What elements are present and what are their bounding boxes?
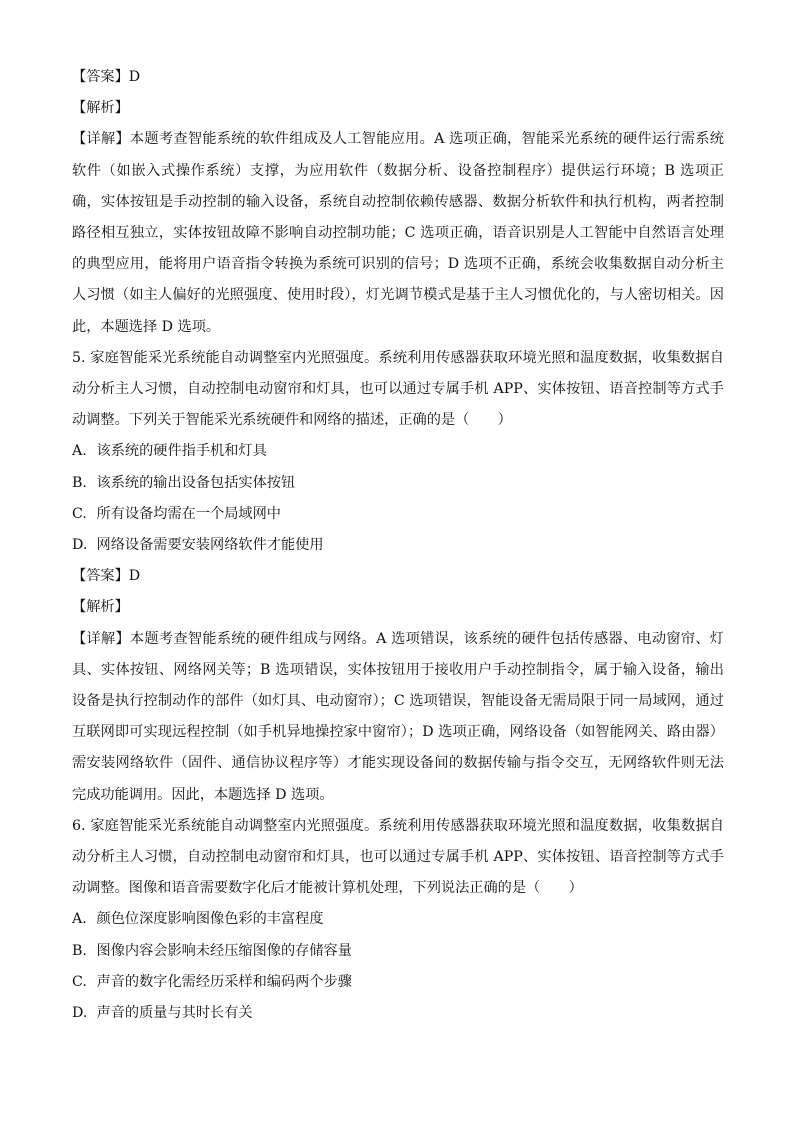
- option-text: 图像内容会影响未经压缩图像的存储容量: [96, 942, 352, 959]
- option-letter: A.: [72, 911, 87, 928]
- option-b: [72, 468, 724, 499]
- answer-line: 【答案】D: [72, 568, 141, 585]
- option-text: 网络设备需要安装网络软件才能使用: [96, 536, 324, 553]
- analysis-label: 【解析】: [72, 100, 129, 117]
- option-text: 所有设备均需在一个局域网中: [96, 505, 281, 522]
- option-c: [72, 499, 724, 530]
- option-letter: D.: [72, 536, 88, 553]
- option-letter: C.: [72, 505, 87, 522]
- question-stem: 6. 家庭智能采光系统能自动调整室内光照强度。系统利用传感器获取环境光照和温度数据，收集数据自动分析主人习惯，自动控制电动窗帘和灯具，也可以通过专属手机 APP、实体按钮、语音控制等方式手动调整。图像和语音需要数字化后才能被计算机处理，下列说法正确的是（ ）: [72, 817, 724, 897]
- option-d: [72, 998, 724, 1029]
- document-page: [72, 62, 724, 1029]
- option-a: [72, 436, 724, 467]
- option-text: 声音的数字化需经历采样和编码两个步骤: [96, 973, 352, 990]
- option-text: 声音的质量与其时长有关: [96, 1004, 253, 1021]
- option-letter: A.: [72, 443, 87, 460]
- option-d: [72, 530, 724, 561]
- option-text: 该系统的硬件指手机和灯具: [96, 443, 267, 460]
- option-letter: B.: [72, 942, 87, 959]
- option-a: [72, 904, 724, 935]
- option-letter: C.: [72, 973, 87, 990]
- analysis-label: 【解析】: [72, 599, 129, 616]
- option-letter: D.: [72, 1004, 88, 1021]
- option-letter: B.: [72, 474, 87, 491]
- option-b: [72, 936, 724, 967]
- option-c: [72, 967, 724, 998]
- answer-line: 【答案】D: [72, 69, 141, 85]
- option-text: 颜色位深度影响图像色彩的丰富程度: [96, 911, 324, 928]
- question-stem: 5. 家庭智能采光系统能自动调整室内光照强度。系统利用传感器获取环境光照和温度数据，收集数据自动分析主人习惯，自动控制电动窗帘和灯具，也可以通过专属手机 APP、实体按钮、语音控制等方式手动调整。下列关于智能采光系统硬件和网络的描述，正确的是（ ）: [72, 349, 724, 429]
- detail-paragraph: 【详解】本题考查智能系统的硬件组成与网络。A 选项错误，该系统的硬件包括传感器、电动窗帘、灯具、实体按钮、网络网关等；B 选项错误，实体按钮用于接收用户手动控制指令，属于输入设备，输出设备是执行控制动作的部件（如灯具、电动窗帘）；C 选项错误，智能设备无需局限于同一局域网，通过互联网即可实现远程控制（如手机异地操控家中窗帘）；D 选项正确，网络设备（如智能网关、路由器）需安装网络软件（固件、通信协议程序等）才能实现设备间的数据传输与指令交互，无网络软件则无法完成功能调用。因此，本题选择 D 选项。: [72, 630, 724, 803]
- option-text: 该系统的输出设备包括实体按钮: [96, 474, 296, 491]
- detail-paragraph: 【详解】本题考查智能系统的软件组成及人工智能应用。A 选项正确，智能采光系统的硬件运行需系统软件（如嵌入式操作系统）支撑，为应用软件（数据分析、设备控制程序）提供运行环境；B 选项正确，实体按钮是手动控制的输入设备，系统自动控制依赖传感器、数据分析软件和执行机构，两者控制路径相互独立，实体按钮故障不影响自动控制功能；C 选项正确，语音识别是人工智能中自然语言处理的典型应用，能将用户语音指令转换为系统可识别的信号；D 选项不正确，系统会收集数据自动分析主人习惯（如主人偏好的光照强度、使用时段），灯光调节模式是基于主人习惯优化的，与人密切相关。因此，本题选择 D 选项。: [72, 131, 724, 335]
